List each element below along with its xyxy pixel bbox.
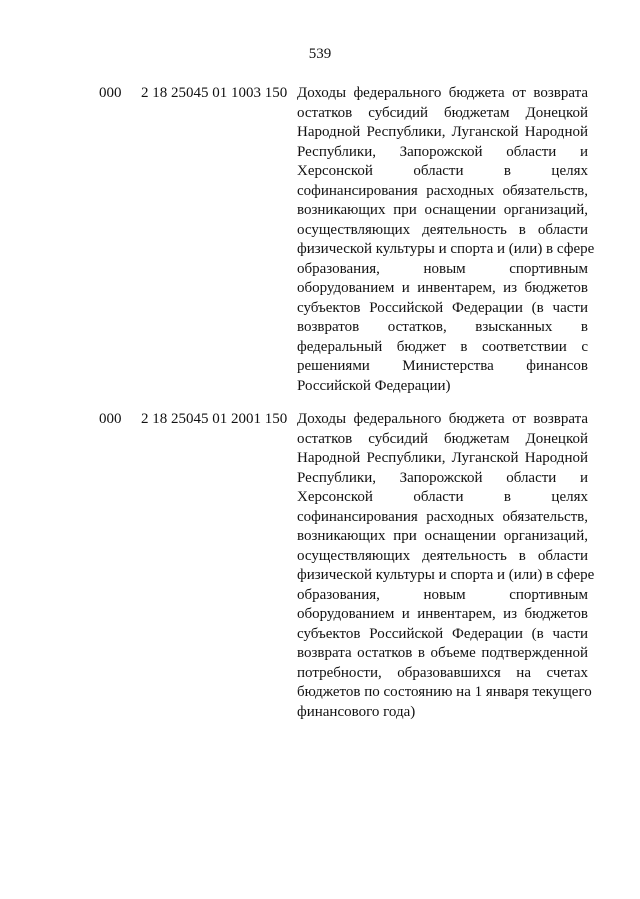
description-line: образования, новым спортивным	[297, 260, 588, 277]
administrator-code: 000	[99, 411, 122, 427]
description-line: осуществляющих деятельность в области	[297, 547, 588, 564]
description-line: возвратов остатков, взысканных в	[297, 319, 588, 335]
income-description	[297, 84, 595, 396]
description-line: осуществляющих деятельность в области	[297, 221, 588, 238]
description-line: физической культуры и спорта и (или) в сфере	[297, 567, 595, 583]
description-line: Республики, Запорожской области и	[297, 143, 588, 160]
description-line: бюджетов по состоянию на 1 января текущего	[297, 684, 592, 700]
description-line: остатков субсидий бюджетам Донецкой	[297, 430, 588, 447]
description-line: Херсонской области в целях	[297, 489, 588, 505]
description-line: оборудованием и инвентарем, из бюджетов	[297, 606, 588, 622]
description-line: Российской Федерации)	[297, 377, 451, 394]
page-number: 539	[308, 46, 332, 62]
description-line: образования, новым спортивным	[297, 586, 588, 603]
description-line: Доходы федерального бюджета от возврата	[297, 411, 588, 427]
income-description	[297, 410, 595, 722]
description-line: Республики, Запорожской области и	[297, 469, 588, 486]
description-line: потребности, образовавшихся на счетах	[297, 664, 588, 681]
description-line: Херсонской области в целях	[297, 163, 588, 179]
description-line: софинансирования расходных обязательств,	[297, 508, 588, 525]
description-line: физической культуры и спорта и (или) в сфере	[297, 241, 595, 257]
description-line: Доходы федерального бюджета от возврата	[297, 85, 588, 101]
budget-classification-code: 2 18 25045 01 1003 150	[141, 85, 288, 101]
description-line: оборудованием и инвентарем, из бюджетов	[297, 280, 588, 296]
description-line: остатков субсидий бюджетам Донецкой	[297, 104, 588, 121]
budget-classification-code: 2 18 25045 01 2001 150	[141, 411, 288, 427]
description-line: федеральный бюджет в соответствии с	[297, 338, 588, 355]
description-line: субъектов Российской Федерации (в части	[297, 299, 588, 316]
description-line: возникающих при оснащении организаций,	[297, 202, 588, 218]
description-line: Народной Республики, Луганской Народной	[297, 450, 588, 466]
description-line: субъектов Российской Федерации (в части	[297, 625, 588, 642]
administrator-code: 000	[99, 85, 122, 101]
description-line: Народной Республики, Луганской Народной	[297, 124, 588, 140]
description-line: финансового года)	[297, 703, 416, 720]
description-line: возврата остатков в объеме подтвержденной	[297, 645, 588, 661]
description-line: софинансирования расходных обязательств,	[297, 182, 588, 199]
description-line: возникающих при оснащении организаций,	[297, 528, 588, 544]
description-line: решениями Министерства финансов	[297, 358, 588, 374]
